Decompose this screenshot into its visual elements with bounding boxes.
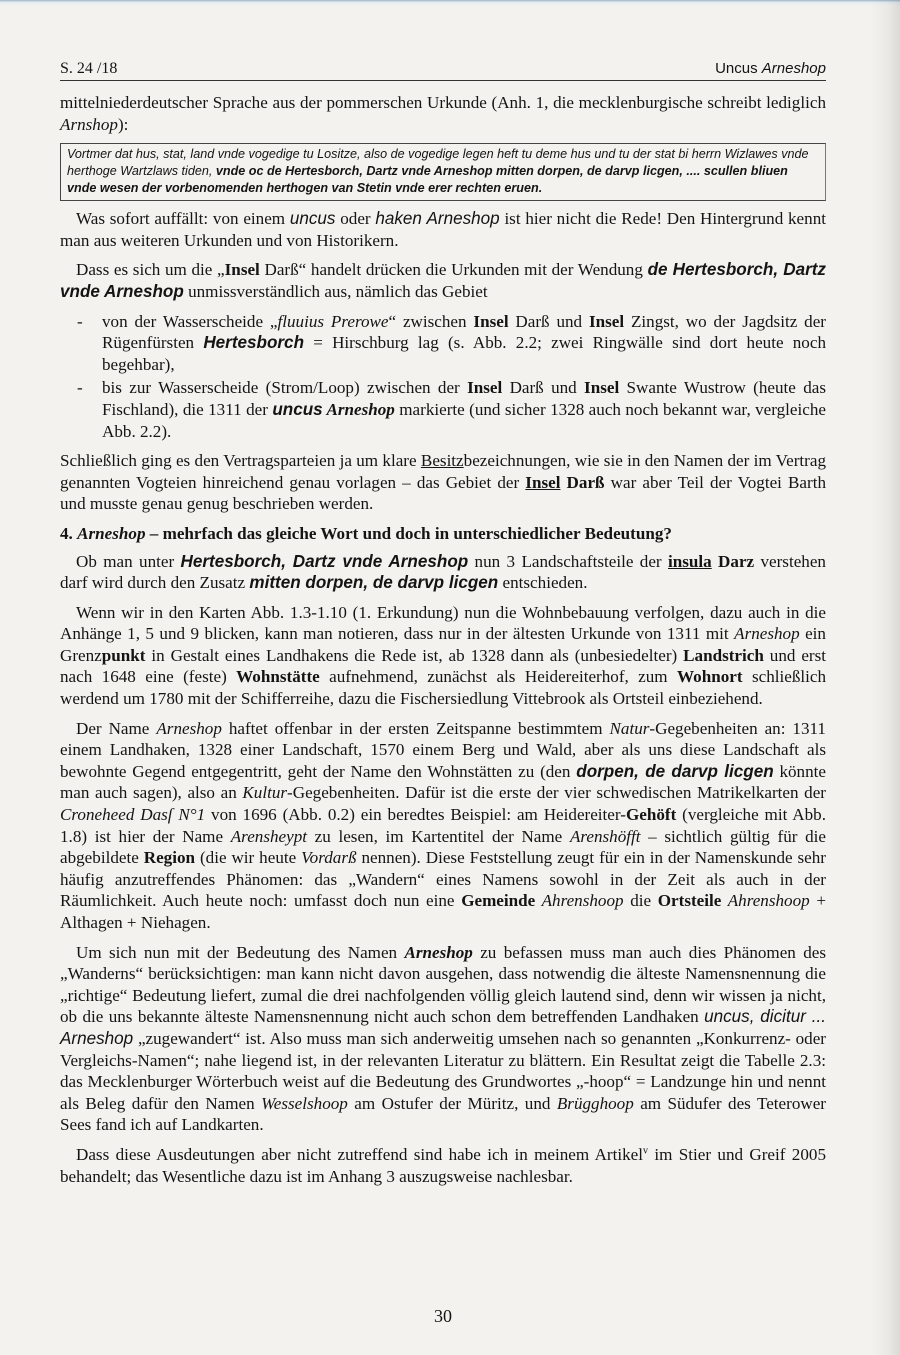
page-header xyxy=(60,58,826,81)
paragraph-bedeutung: Um sich nun mit der Bedeutung des Namen Arneshop zu befassen muss man auch dies Phänomen des „Wanderns“ berücksichtigen: man kann nicht davon ausgehen, dass notwendig die älteste Namensnennung die „richtige“ Bedeutung liefert, zumal die drei nachfolgenden völlig gleich lautend sind, denn wir wissen ja nicht, ob die uns bekannte älteste Namensnennung nicht auch schon dem betreffenden Landhaken uncus, dicitur ... Arneshop „zugewandert“ ist. Also muss man sich anderweitig umsehen nach so genannten „Konkurrenz- oder Vergleichs-Namen“; nahe liegend ist, in der relevanten Literatur zu blättern. Ein Resultat zeigt die Tabelle 2.3: das Mecklenburger Wörterbuch weist auf die Bedeutung des Grundwortes „-hoop“ = Landzunge hin und nennt als Beleg dafür den Namen Wesselshoop am Ostufer der Müritz, und Brügghoop am Südufer des Teterower Sees fand ich auf Landkarten. xyxy=(60,942,826,1135)
paragraph-name-wandern: Der Name Arneshop haftet offenbar in der ersten Zeitspanne bestimmtem Natur-Gegebenheiten an: 1311 einem Landhaken, 1328 einer Landschaft, 1570 einem Berg und Wald, aber als uns diese Landschaft als bewohnte Gegend entgegentritt, geht der Name den Wohnstätten zu (den dorpen, de darvp licgen könnte man auch sagen), also an Kultur-Gegebenheiten. Dafür ist die erste der vier schwedischen Matrikelkarten der Croneheed Dasſ N°1 von 1696 (Abb. 0.2) ein beredtes Beispiel: am Heidereiter-Gehöft (vergleiche mit Abb. 1.8) ist hier der Name Arensheypt zu lesen, im Kartentitel der Name Arenshöfft – sichtlich gültig für die abgebildete Region (die wir heute Vordarß nennen). Diese Feststellung zeugt für ein in der Namenskunde sehr häufig anzutreffendes Phänomen: das „Wandern“ eines Namens sowohl in der Zeit als auch in der Räumlichkeit. Auch heute noch: umfasst doch nun eine Gemeinde Ahrenshoop die Ortsteile Ahrenshoop + Althagen + Niehagen. xyxy=(60,718,826,932)
paragraph-artikel: Dass diese Ausdeutungen aber nicht zutreffend sind habe ich in meinem Artikel$^v$ im Stier und Greif 2005 behandelt; das Wesentliche dazu ist im Anhang 3 auszugsweise nachlesbar. xyxy=(60,1144,826,1186)
header-reference: S. 24 /18 xyxy=(60,60,118,77)
list-item: - bis zur Wasserscheide (Strom/Loop) zwischen der Insel Darß und Insel Swante Wustrow (heute das Fischland), die 1311 der uncus Arneshop markierte (und sicher 1328 auch noch bekannt war, vergleiche Abb. 2.2). xyxy=(77,378,827,441)
scan-shadow xyxy=(870,0,900,1355)
paragraph-karten: Wenn wir in den Karten Abb. 1.3-1.10 (1. Erkundung) nun die Wohnbebauung verfolgen, dazu auch in die Anhänge 1, 5 und 9 blicken, kann man notieren, dass nur in der ältesten Urkunde von 1311 mit Arneshop ein Grenzpunkt in Gestalt eines Landhakens die Rede ist, ab 1328 dann als (unbesiedelter) Landstrich und erst nach 1648 eine (feste) Wohnstätte aufnehmend, zunächst als Heidereiterhof, zum Wohnort schließlich werdend um 1780 mit der Schifferreihe, dazu die Fischersiedlung Vittebrook als Ortsteil einbeziehend. xyxy=(60,602,827,709)
boundary-list xyxy=(60,311,826,443)
charter-quote: Vortmer dat hus, stat, land vnde vogedige tu Lositze, also de vogedige legen heft tu deme hus und tu der stat bi herrn Wizlawes vnde herthoge Wartzlaws tiden, vnde oc de Hertesborch, Dartz vnde Arneshop mitten dorpen, de darvp licgen, .... scullen bliuen vnde wesen der vorbenomenden herthogen van Stetin vnde erer rechten eruen. xyxy=(60,143,826,201)
paragraph-insel-darss: Dass es sich um die „Insel Darß“ handelt drücken die Urkunden mit der Wendung de Hertesborch, Dartz vnde Arneshop unmissverständlich aus, nämlich das Gebiet xyxy=(60,260,826,301)
section-heading: 4. Arneshop – mehrfach das gleiche Wort und doch in unterschiedlicher Bedeutung? xyxy=(60,523,672,543)
page-number: 30 xyxy=(434,1306,452,1326)
paragraph-besitz: Schließlich ging es den Vertragsparteien ja um klare Besitzbezeichnungen, wie sie in den Namen der im Vertrag genannten Vogteien hinreichend genau vorlagen – das Gebiet der Insel Darß war aber Teil der Vogtei Barth und musste genau genug beschrieben werden. xyxy=(60,451,827,514)
document-body xyxy=(60,92,826,1195)
paragraph-intro: mittelniederdeutscher Sprache aus der pommerschen Urkunde (Anh. 1, die mecklenburgische schreibt lediglich Arnshop): xyxy=(60,93,826,134)
list-item: - von der Wasserscheide „fluuius Prerowe“ zwischen Insel Darß und Insel Zingst, wo der Jagdsitz der Rügenfürsten Hertesborch = Hirschburg lag (s. Abb. 2.2; zwei Ringwälle sind dort heute noch begehbar), xyxy=(77,311,826,374)
paragraph-auffaellt: Was sofort auffällt: von einem uncus oder haken Arneshop ist hier nicht die Rede! Den Hintergrund kennt man aus weiteren Urkunden und von Historikern. xyxy=(60,209,826,250)
paragraph-landschaftsteile: Ob man unter Hertesborch, Dartz vnde Arneshop nun 3 Landschaftsteile der insula Darz verstehen darf wird durch den Zusatz mitten dorpen, de darvp licgen entschieden. xyxy=(60,551,826,593)
document-page xyxy=(60,0,826,1355)
header-title: Uncus Arneshop xyxy=(715,60,826,77)
